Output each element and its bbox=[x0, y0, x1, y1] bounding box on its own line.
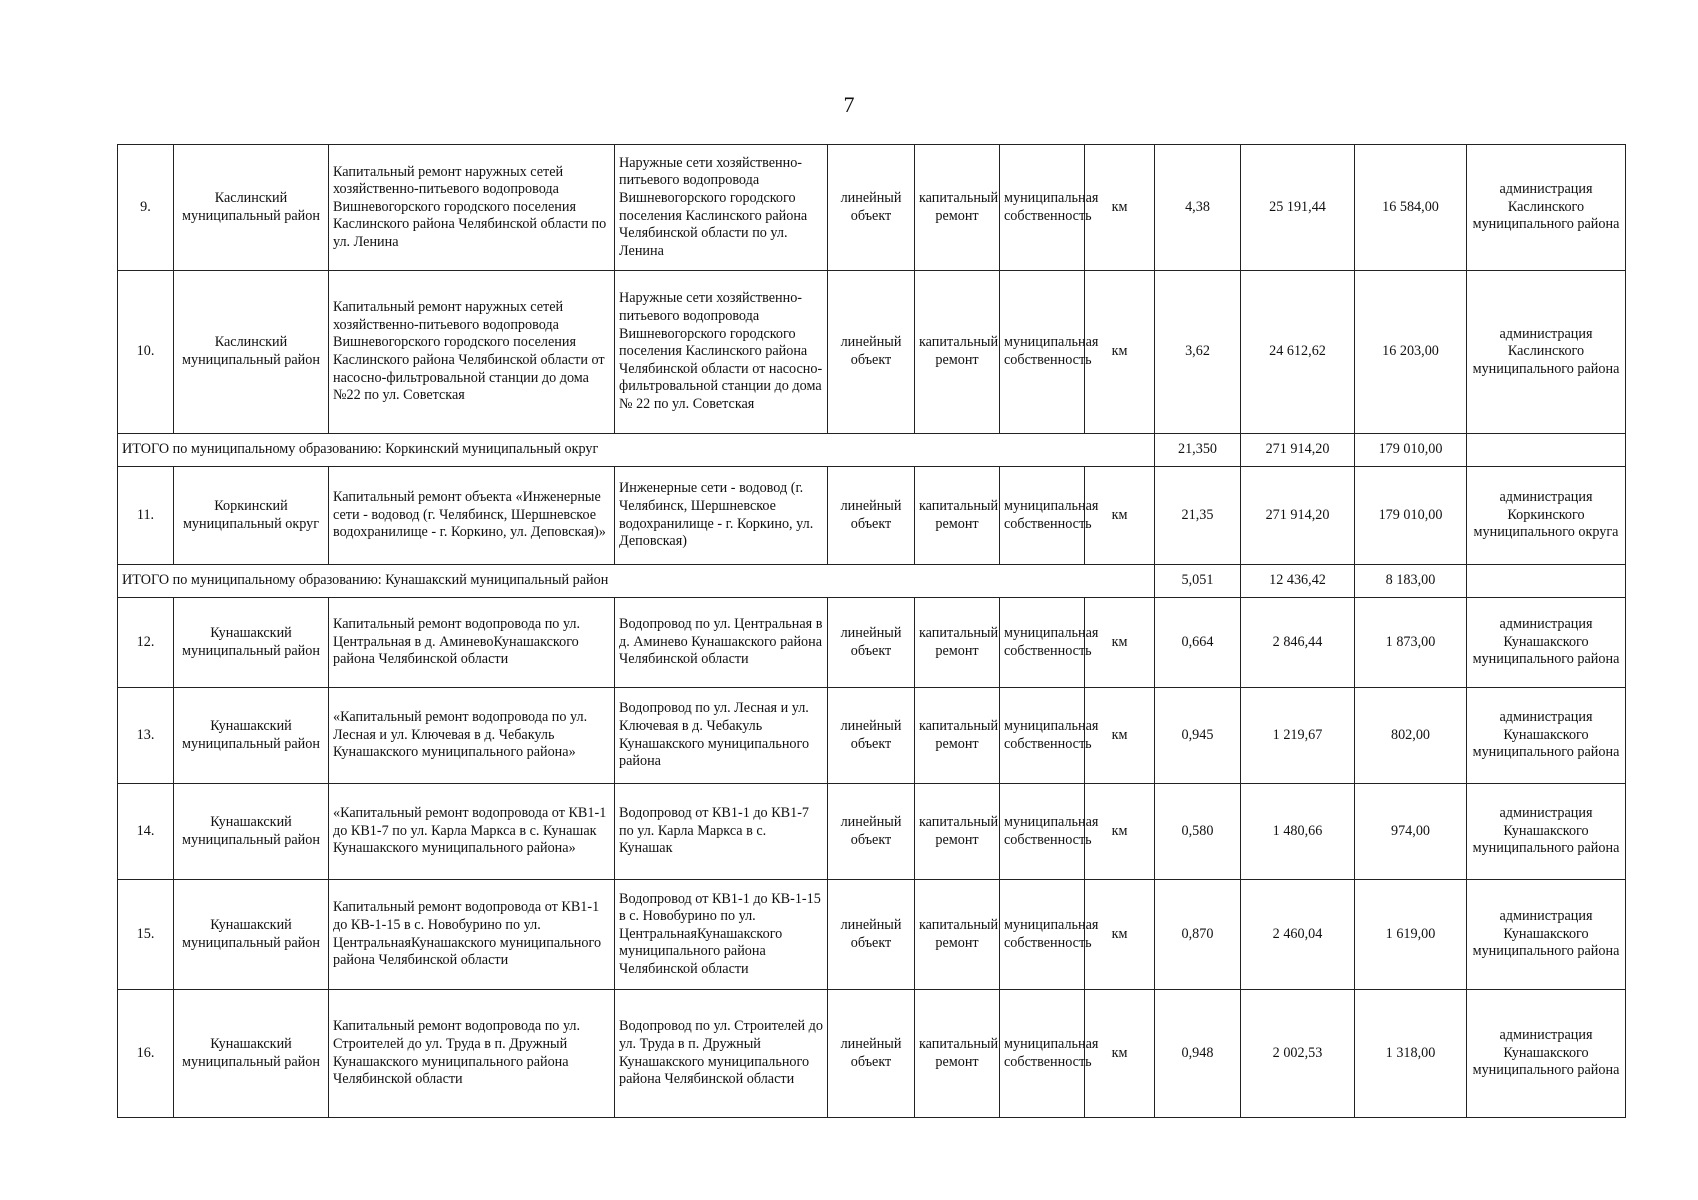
work-type: капитальный ремонт bbox=[915, 688, 1000, 784]
object-type: линейный объект bbox=[828, 990, 915, 1118]
object-type: линейный объект bbox=[828, 688, 915, 784]
unit: км bbox=[1085, 598, 1155, 688]
table-row bbox=[118, 598, 1626, 688]
unit: км bbox=[1085, 145, 1155, 271]
length: 3,62 bbox=[1155, 271, 1241, 434]
unit: км bbox=[1085, 688, 1155, 784]
object-name: Наружные сети хозяйственно-питьевого водопровода Вишневогорского городского поселения Каслинского района Челябинской области по ул. Ленина bbox=[615, 145, 828, 271]
object-name: Инженерные сети - водовод (г. Челябинск, Шершневское водохранилище - г. Коркино, ул. Деповская) bbox=[615, 467, 828, 565]
object-type: линейный объект bbox=[828, 598, 915, 688]
object-type: линейный объект bbox=[828, 467, 915, 565]
subtotal-row bbox=[118, 565, 1626, 598]
table-row bbox=[118, 688, 1626, 784]
cost: 2 460,04 bbox=[1241, 880, 1355, 990]
ownership: муниципальная собственность bbox=[1000, 271, 1085, 434]
subtotal-funds: 8 183,00 bbox=[1355, 565, 1467, 598]
project-name: «Капитальный ремонт водопровода по ул. Лесная и ул. Ключевая в д. Чебакуль Кунашакского муниципального района» bbox=[329, 688, 615, 784]
object-type: линейный объект bbox=[828, 880, 915, 990]
row-number: 15. bbox=[118, 880, 174, 990]
funds: 1 873,00 bbox=[1355, 598, 1467, 688]
funds: 1 619,00 bbox=[1355, 880, 1467, 990]
project-name: Капитальный ремонт водопровода по ул. Центральная в д. АминевоКунашакского района Челябинской области bbox=[329, 598, 615, 688]
subtotal-cost: 271 914,20 bbox=[1241, 434, 1355, 467]
project-name: Капитальный ремонт водопровода от КВ1-1 до КВ-1-15 в с. Новобурино по ул. ЦентральнаяКунашакского муниципального района Челябинской области bbox=[329, 880, 615, 990]
unit: км bbox=[1085, 990, 1155, 1118]
customer: администрация Кунашакского муниципального района bbox=[1467, 990, 1626, 1118]
funds: 802,00 bbox=[1355, 688, 1467, 784]
municipality: Кунашакский муниципальный район bbox=[174, 598, 329, 688]
object-type: линейный объект bbox=[828, 784, 915, 880]
ownership: муниципальная собственность bbox=[1000, 145, 1085, 271]
customer: администрация Каслинского муниципального района bbox=[1467, 271, 1626, 434]
object-name: Водопровод по ул. Строителей до ул. Труда в п. Дружный Кунашакского муниципального района Челябинской области bbox=[615, 990, 828, 1118]
work-type: капитальный ремонт bbox=[915, 467, 1000, 565]
work-type: капитальный ремонт bbox=[915, 990, 1000, 1118]
cost: 2 002,53 bbox=[1241, 990, 1355, 1118]
row-number: 11. bbox=[118, 467, 174, 565]
subtotal-cost: 12 436,42 bbox=[1241, 565, 1355, 598]
unit: км bbox=[1085, 271, 1155, 434]
row-number: 16. bbox=[118, 990, 174, 1118]
row-number: 13. bbox=[118, 688, 174, 784]
subtotal-length: 5,051 bbox=[1155, 565, 1241, 598]
object-name: Водопровод по ул. Центральная в д. Аминево Кунашакского района Челябинской области bbox=[615, 598, 828, 688]
ownership: муниципальная собственность bbox=[1000, 880, 1085, 990]
work-type: капитальный ремонт bbox=[915, 598, 1000, 688]
funds: 16 203,00 bbox=[1355, 271, 1467, 434]
subtotal-empty bbox=[1467, 565, 1626, 598]
row-number: 14. bbox=[118, 784, 174, 880]
project-name: Капитальный ремонт наружных сетей хозяйственно-питьевого водопровода Вишневогорского городского поселения Каслинского района Челябинской области по ул. Ленина bbox=[329, 145, 615, 271]
unit: км bbox=[1085, 467, 1155, 565]
ownership: муниципальная собственность bbox=[1000, 598, 1085, 688]
object-type: линейный объект bbox=[828, 271, 915, 434]
object-name: Водопровод по ул. Лесная и ул. Ключевая в д. Чебакуль Кунашакского муниципального района bbox=[615, 688, 828, 784]
project-name: «Капитальный ремонт водопровода от КВ1-1 до КВ1-7 по ул. Карла Маркса в с. Кунашак Кунашакского муниципального района» bbox=[329, 784, 615, 880]
customer: администрация Кунашакского муниципального района bbox=[1467, 880, 1626, 990]
object-type: линейный объект bbox=[828, 145, 915, 271]
work-type: капитальный ремонт bbox=[915, 271, 1000, 434]
length: 0,580 bbox=[1155, 784, 1241, 880]
object-name: Водопровод от КВ1-1 до КВ1-7 по ул. Карла Маркса в с. Кунашак bbox=[615, 784, 828, 880]
length: 21,35 bbox=[1155, 467, 1241, 565]
subtotal-label: ИТОГО по муниципальному образованию: Коркинский муниципальный округ bbox=[118, 434, 1155, 467]
funds: 179 010,00 bbox=[1355, 467, 1467, 565]
customer: администрация Каслинского муниципального района bbox=[1467, 145, 1626, 271]
object-name: Наружные сети хозяйственно-питьевого водопровода Вишневогорского городского поселения Каслинского района Челябинской области от насосно-фильтровальной станции до дома № 22 по ул. Советская bbox=[615, 271, 828, 434]
page-number: 7 bbox=[843, 92, 855, 117]
municipality: Кунашакский муниципальный район bbox=[174, 688, 329, 784]
municipality: Каслинский муниципальный район bbox=[174, 271, 329, 434]
customer: администрация Кунашакского муниципального района bbox=[1467, 598, 1626, 688]
ownership: муниципальная собственность bbox=[1000, 467, 1085, 565]
project-name: Капитальный ремонт объекта «Инженерные сети - водовод (г. Челябинск, Шершневское водохранилище - г. Коркино, ул. Деповская)» bbox=[329, 467, 615, 565]
row-number: 12. bbox=[118, 598, 174, 688]
subtotal-label: ИТОГО по муниципальному образованию: Кунашакский муниципальный район bbox=[118, 565, 1155, 598]
project-name: Капитальный ремонт водопровода по ул. Строителей до ул. Труда в п. Дружный Кунашакского муниципального района Челябинской области bbox=[329, 990, 615, 1118]
customer: администрация Кунашакского муниципального района bbox=[1467, 784, 1626, 880]
cost: 1 219,67 bbox=[1241, 688, 1355, 784]
length: 0,870 bbox=[1155, 880, 1241, 990]
row-number: 9. bbox=[118, 145, 174, 271]
subtotal-funds: 179 010,00 bbox=[1355, 434, 1467, 467]
table-row bbox=[118, 990, 1626, 1118]
cost: 271 914,20 bbox=[1241, 467, 1355, 565]
municipality: Кунашакский муниципальный район bbox=[174, 990, 329, 1118]
municipality: Каслинский муниципальный район bbox=[174, 145, 329, 271]
length: 0,664 bbox=[1155, 598, 1241, 688]
funds: 1 318,00 bbox=[1355, 990, 1467, 1118]
cost: 25 191,44 bbox=[1241, 145, 1355, 271]
subtotal-row bbox=[118, 434, 1626, 467]
object-name: Водопровод от КВ1-1 до КВ-1-15 в с. Новобурино по ул. ЦентральнаяКунашакского муниципального района Челябинской области bbox=[615, 880, 828, 990]
project-name: Капитальный ремонт наружных сетей хозяйственно-питьевого водопровода Вишневогорского городского поселения Каслинского района Челябинской области от насосно-фильтровальной станции до дома №22 по ул. Советская bbox=[329, 271, 615, 434]
work-type: капитальный ремонт bbox=[915, 784, 1000, 880]
municipality: Кунашакский муниципальный район bbox=[174, 880, 329, 990]
table-row bbox=[118, 784, 1626, 880]
cost: 2 846,44 bbox=[1241, 598, 1355, 688]
program-table bbox=[117, 144, 1626, 1118]
cost: 1 480,66 bbox=[1241, 784, 1355, 880]
customer: администрация Коркинского муниципального округа bbox=[1467, 467, 1626, 565]
cost: 24 612,62 bbox=[1241, 271, 1355, 434]
row-number: 10. bbox=[118, 271, 174, 434]
work-type: капитальный ремонт bbox=[915, 145, 1000, 271]
table-row bbox=[118, 880, 1626, 990]
length: 0,948 bbox=[1155, 990, 1241, 1118]
subtotal-empty bbox=[1467, 434, 1626, 467]
customer: администрация Кунашакского муниципального района bbox=[1467, 688, 1626, 784]
municipality: Коркинский муниципальный округ bbox=[174, 467, 329, 565]
ownership: муниципальная собственность bbox=[1000, 688, 1085, 784]
funds: 974,00 bbox=[1355, 784, 1467, 880]
work-type: капитальный ремонт bbox=[915, 880, 1000, 990]
ownership: муниципальная собственность bbox=[1000, 990, 1085, 1118]
municipality: Кунашакский муниципальный район bbox=[174, 784, 329, 880]
funds: 16 584,00 bbox=[1355, 145, 1467, 271]
length: 4,38 bbox=[1155, 145, 1241, 271]
subtotal-length: 21,350 bbox=[1155, 434, 1241, 467]
ownership: муниципальная собственность bbox=[1000, 784, 1085, 880]
table-row bbox=[118, 145, 1626, 271]
length: 0,945 bbox=[1155, 688, 1241, 784]
unit: км bbox=[1085, 880, 1155, 990]
table-row bbox=[118, 467, 1626, 565]
table-row bbox=[118, 271, 1626, 434]
unit: км bbox=[1085, 784, 1155, 880]
